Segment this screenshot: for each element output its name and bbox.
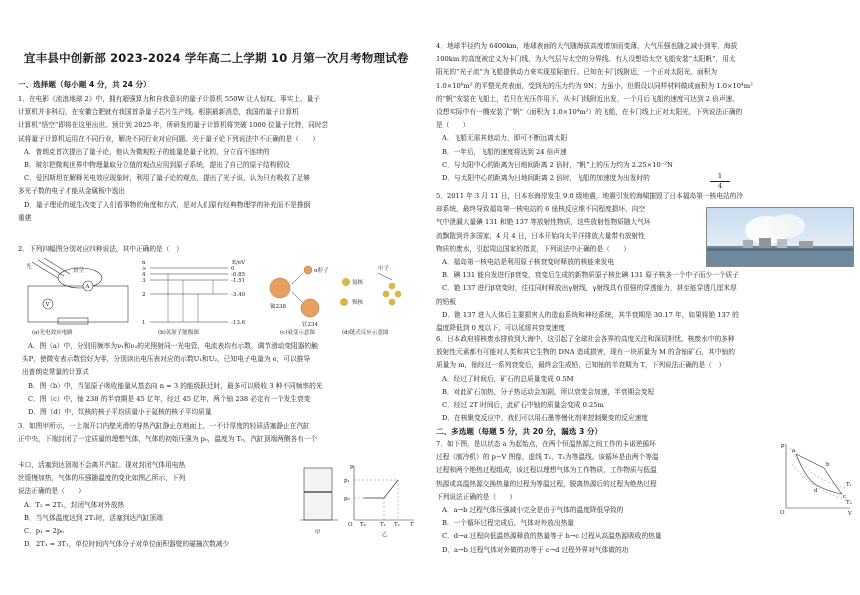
q7-line: 过程和两个绝热过程组成，该过程以理想气体为工作物质，工作物质与低温 — [436, 466, 657, 475]
fig-a-vacuum-label: 真空 — [73, 268, 85, 274]
fig-a-v-label: V — [45, 302, 50, 308]
fig-b-level-inf: ∞ — [142, 266, 147, 272]
q4-line: 100km 的高度被定义为卡门线，为大气层与太空的分界线。有人设想给太空飞船安装“太阳帆”，用太 — [436, 55, 736, 64]
fig-q7-d: d — [814, 488, 818, 494]
q5-line: 的铅板 — [436, 297, 457, 306]
q7-line: 7．如下图，是以状态 a 为起始点，在两个恒温热源之间工作的卡诺逆循环 — [436, 440, 656, 448]
fig-yi-t1: T₁ — [380, 522, 386, 528]
fig-jia-label: 甲 — [315, 530, 321, 536]
q2-option-line: 出普朗克常量的计算式 — [22, 368, 89, 377]
q1-line: 试将量子计算机运用在不同行业，解决不同行业对应问题。关于量子论下列说法中不正确的是（ ） — [18, 134, 319, 143]
figure-jia-cylinder — [300, 468, 338, 536]
fig-d-kr: 氪核 — [352, 280, 364, 286]
fig-b-level-4: 4 — [142, 272, 146, 278]
q6-line: C．经过 2T 时间后，此矿石中铀的质量会变成 0.25m — [442, 401, 604, 410]
fig-d-neutron: 中子 — [378, 266, 390, 272]
q4-line: 是（ ） — [436, 121, 470, 130]
question-3-figures — [298, 462, 418, 552]
q4-line: A．飞船无需其他动力，即可不断远离太阳 — [442, 134, 568, 143]
q4-line: 4．地球半径约为 6400km，地球表面的大气随海拔高度增加而变薄，大气压强也随之减小到零，海拔 — [436, 42, 738, 50]
q3-line: C．p₁ = 2p₀ — [24, 527, 64, 536]
fraction-denominator: 4 — [717, 182, 723, 190]
q5-line: 却系统，最终导致福岛第一核电站的 6 座核反应堆不同程度损坏，向空 — [436, 205, 646, 214]
q6-line: D．在核聚变反应中，我们可以用石墨等慢化剂来控制聚变的反应速度 — [442, 414, 648, 423]
q5-line: A．福岛第一核电站是利用原子核衰变时释放的核能来发电 — [442, 258, 615, 267]
fig-yi-p1: p₁ — [344, 478, 350, 484]
q5-line: 物质的废水，引起周边国家的指责，下列说法中正确的是（ ） — [436, 244, 630, 253]
fig-q7-v-axis: V — [848, 511, 852, 516]
page-title: 宜丰县中创新部 2023-2024 学年高二上学期 10 月第一次月考物理试卷 — [24, 51, 409, 65]
q2-option-line: C．图（c）中，铀 238 的半衰期是 45 亿年，经过 45 亿年，两个铀 238 必定有一个发生衰变 — [28, 394, 311, 403]
fig-a-light-label: 光 — [26, 264, 32, 270]
q2-option-line: 头P，使微安表示数恰好为零，分别读出电压表对应的示数U₁和U₂，已知电子电量为 e，可以推导 — [22, 355, 311, 364]
q4-line: 的“帆”安装在飞船上，若只在光压作用下，从卡门线附近出发，一个月后飞船的速度可达到 2 倍声速。 — [436, 94, 739, 103]
fig-b-level-2: 2 — [142, 292, 146, 298]
figure-a-photoelectric-circuit — [26, 258, 128, 336]
q6-line: A．经过了时间后，矿石的总质量变成 0.5M — [442, 374, 574, 383]
q4-line: B．一年后，飞船的速度将达到 24 倍声速 — [442, 147, 567, 156]
q6-line: 放射性元素都有可能对人类和其它生物的 DNA 造成损害，现有一块质量为 M 的含铀矿石，其中铀的 — [436, 348, 735, 357]
q7-line: D．a→b 过程气体对外做的功等于 c→d 过程外界对气体做的功 — [442, 545, 629, 554]
fig-q7-t1: T₁ — [846, 482, 852, 488]
q7-line: 过程（制冷机）的 p−V 图像，虚线 T₁、T₂为等温线。该循环是由两个等温 — [436, 453, 659, 462]
q5-line: 气中泄漏大量碘 131 和铯 137 等放射性物质，这些放射性物质随大气环 — [436, 218, 651, 227]
figure-d-chain-reaction — [340, 264, 401, 336]
q3-line: B．当气体温度达到 2T₁时，活塞到达汽缸顶端 — [24, 513, 163, 522]
q5-line: 流飘散到许多国家，4 月 4 日，日本开始向太平洋排放大量带有放射性 — [436, 231, 645, 240]
figure-c-decay — [270, 266, 329, 336]
q3-line: D．2T₂ = 3T₁，单位时间内气体分子对单位面积器壁的碰撞次数减少 — [24, 540, 230, 549]
question-6 — [436, 333, 854, 425]
question-2-options — [22, 340, 418, 419]
fig-b-energy-4: -0.85 — [231, 272, 246, 278]
fig-d-ba: 钡核 — [352, 300, 364, 306]
q5-line: 温度降低到 0 度以下，可以延缓其衰变速度 — [436, 324, 565, 333]
q1-line: B．玻尔把微观世界中物理量取分立值的观点应用到原子系统，提出了自己的原子结构假设 — [24, 161, 290, 170]
q3-line: 卡口，活塞到达顶端不会离开汽缸。现对封闭气体用电热 — [18, 461, 186, 469]
q5-line: D．铯 137 进入人体后主要损害人的造血系统和神经系统，其半衰期是 30.17 年，如果将铯 137 的 — [442, 310, 739, 319]
fig-b-e-header: E/eV — [232, 260, 246, 266]
question-3-body — [18, 459, 298, 551]
fig-b-energy-2: -3.40 — [231, 292, 246, 298]
fig-b-caption: (b)氢原子能级图 — [158, 330, 199, 336]
question-4 — [436, 40, 854, 185]
q1-line: 计算机“悟空”即将在这里出世。预计到 2025 年，所研发的量子计算机将突破 1000 位量子比特，同时尝 — [18, 121, 329, 130]
question-2-stem — [18, 243, 183, 256]
fig-b-level-1: 1 — [142, 320, 146, 326]
section-heading-2: 二、多选题（每题 5 分，共 20 分，漏选 3 分） — [436, 427, 603, 436]
question-2-text: 2．下列四幅图分别对应四种说法，其中正确的是（ ） — [18, 245, 183, 253]
fig-b-energy-1: -13.6 — [231, 320, 246, 326]
q1-line: D．量子理论的诞生改变了人们看事物的角度和方式，是对人们原有经典物理学的补充而不是推倒 — [24, 200, 311, 209]
q1-line: 计算机并非科幻，在安徽合肥就有我国首条量子芯片生产线。根据最新消息，我国的量子计算机 — [18, 108, 299, 117]
fig-q7-origin: O — [780, 510, 785, 516]
q6-line: 6．日本政府将核废水排放到大海中，这引起了全球社会各界的高度关注和深切担忧。核废水中的多种 — [436, 335, 735, 343]
fig-q7-t2: T₂ — [846, 500, 852, 506]
q3-line: 3．如图甲所示，一上端开口内壁光滑的导热汽缸静止在地面上，一不计厚度的轻质活塞静止在汽缸 — [18, 422, 310, 430]
q7-line: C．d→a 过程向低温热源释放的热量等于 b→c 过程从高温热源吸收的热量 — [442, 532, 662, 541]
question-2-figures — [18, 256, 418, 336]
q3-line: 正中央，下端封闭了一定质量的理想气体，气体的初始压强为 p₀，温度为 T₀，汽缸顶端两侧各有一个 — [18, 435, 318, 444]
fig-yi-t2: T₂ — [394, 522, 400, 528]
section-choice — [18, 78, 151, 91]
question-4-fraction — [710, 172, 730, 191]
q1-line: 1．在电影《流浪地球 2》中，拥有超强算力和自我意识的量子计算机 550W 让人惊叹。事实上，量子 — [18, 95, 321, 103]
section-multi — [436, 425, 602, 438]
fig-c-alpha: α粒子 — [314, 268, 329, 274]
q1-line: C．爱因斯坦在解释光电效应现象时，利用了量子论的观点，提出了光子说，认为只有吸收了足够 — [24, 174, 310, 183]
q1-line: 重建 — [18, 213, 32, 222]
q7-line: A．a→b 过程气体压强减小完全是由于气体的温度降低导致的 — [442, 506, 624, 515]
q5-line: B．碘 131 能自发进行β衰变，衰变后生成的新物质原子核比碘 131 原子核多一个中子而少一个质子 — [442, 271, 739, 280]
q2-option-line: B．图（b）中，当氢原子吸收能量从基态向 n = 3 的能级跃迁时，最多可以吸收 3 种不同频率的光 — [28, 381, 323, 390]
fig-c-caption: (c)衰变示意图 — [280, 330, 315, 336]
q3-line: A．T₂ = 2T₁，封闭气体对外放热 — [24, 500, 125, 509]
fig-c-th234: 钍234 — [302, 322, 318, 328]
nuclear-plant-photo — [706, 207, 854, 267]
q4-line: 设想实际中有一艘安装了“帆”（面积为 1.0×10⁴m²）的飞船，在卡门线上正对太阳光，下列说法正确的 — [436, 108, 743, 117]
q4-line: 阳光的“光子流”为飞船提供动力来实现星际旅行。已知在卡门线附近，一个正对太阳光、面积为 — [436, 68, 718, 77]
q2-option-line: D．图（d）中，氘核的核子平均质量小于氦核的核子平均质量 — [28, 408, 212, 417]
fig-yi-t0: T₀ — [360, 522, 366, 528]
fig-d-caption: (d)链式反应示意图 — [342, 330, 389, 336]
fig-yi-origin: O — [348, 522, 353, 528]
fig-yi-p-axis: p — [350, 464, 354, 470]
question-3-stem — [18, 420, 418, 446]
question-1 — [18, 93, 418, 225]
fraction-numerator: 1 — [710, 172, 730, 182]
q2-option-line: A．图（a）中，分别用频率为ν₁和ν₂的光照射同一光电管，电流表均有示数，调节滑动变阻器的触 — [28, 342, 318, 350]
q3-line: 丝缓慢加热，气体的压强随温度的变化如图乙所示，下列 — [18, 474, 186, 483]
fig-c-u238: 铀238 — [270, 304, 286, 310]
fig-b-energy-inf: 0 — [231, 266, 235, 272]
fig-q7-p-axis: p — [781, 443, 785, 449]
section-heading: 一、选择题（每小题 4 分，共 24 分） — [18, 80, 151, 89]
q7-line: 下列说法正确的是（ ） — [436, 492, 517, 501]
q4-line: D．与太阳中心的距离为日地间距离 2 倍时，飞船的加速度为出发时的 — [442, 174, 650, 183]
fig-b-energy-3: -1.51 — [231, 278, 246, 284]
q6-line: 质量为 m，铀经过一系列衰变后，最终会生成铅，已知铀的半衰期为 T，下列说法正确的是（ ） — [436, 361, 726, 370]
q3-line: 说法正确的是（ ） — [18, 487, 85, 496]
q4-line: C．与太阳中心的距离为日地间距离 2 倍时，“帆”上的压力约为 2.25×10⁻²N — [442, 160, 673, 169]
figure-yi-graph — [344, 464, 414, 538]
fig-q7-a: a — [792, 448, 796, 454]
fig-q7-c: c — [843, 494, 847, 500]
figure-b-energy-levels — [142, 260, 246, 336]
q4-line: 1.0×10⁶m² 的平整光亮表面，受到光的压力约为 9N；力虽小，但假设以同样材料做成面积为 1.0×10⁴m² — [436, 81, 753, 90]
fig-q7-b: b — [826, 462, 830, 468]
fig-a-a-label: A — [85, 284, 90, 290]
question-7-pv-diagram — [778, 440, 854, 516]
fig-b-level-3: 3 — [142, 278, 146, 284]
q1-line: 多光子数的电子才能从金属板中逸出 — [18, 187, 125, 196]
fig-yi-label: 乙 — [382, 532, 388, 538]
fig-yi-t-axis: T — [410, 522, 414, 528]
q5-line: C．铯 137 进行β衰变时，往往同时释放出γ射线，γ射线具有很强的穿透能力，甚至能穿透几厘米厚 — [442, 284, 737, 293]
q7-line: B．一个循环过程完成后，气体对外放出热量 — [442, 519, 574, 528]
fig-a-caption: (a)光电效应电路 — [32, 330, 73, 336]
fig-b-n-header: n — [142, 260, 146, 266]
fig-yi-p0: p₀ — [344, 496, 350, 502]
q6-line: B．对此矿石加热，分子热运动会加剧，所以衰变会加速，半衰期会变短 — [442, 387, 655, 396]
q7-line: 热源或高温热源交换热量的过程为等温过程，脱离热源后的过程为绝热过程 — [436, 479, 657, 488]
q1-line: A．普朗克首次提出了量子论，他认为微观粒子的能量是量子化的，分立而不连续的 — [24, 147, 270, 156]
q5-line: 5．2011 年 3 月 11 日，日本东海岸发生 9.0 级地震，地震引发的海啸摧毁了日本福岛第一核电站的冷 — [436, 192, 743, 200]
